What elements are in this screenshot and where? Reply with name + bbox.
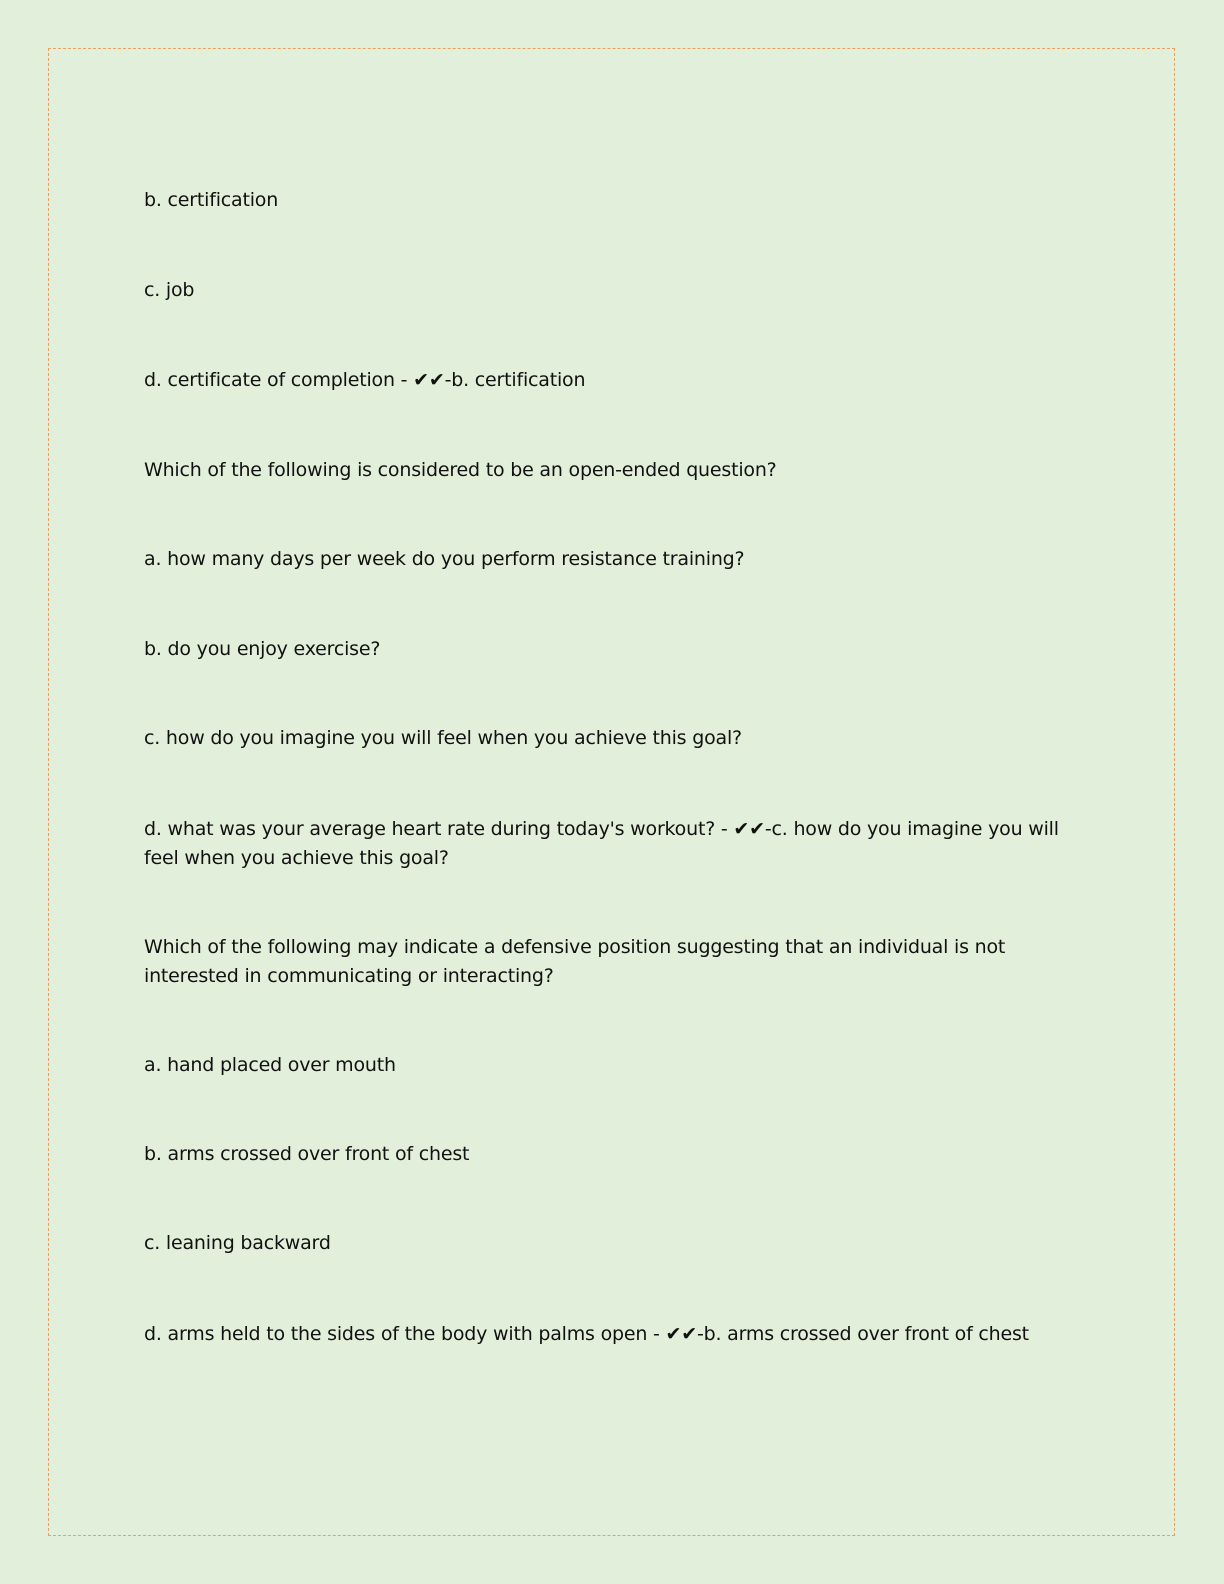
- page-border: [48, 48, 1175, 1536]
- answer-option-c: c. leaning backward: [144, 1232, 331, 1254]
- answer-option-d-with-key: d. arms held to the sides of the body with palms open - ✔✔-b. arms crossed over front of chest: [144, 1323, 1029, 1345]
- answer-option-a: a. hand placed over mouth: [144, 1054, 396, 1076]
- answer-option-b: b. do you enjoy exercise?: [144, 638, 381, 660]
- question-defensive-position: Which of the following may indicate a defensive position suggesting that an individual is not interested in communicating or interacting?: [144, 936, 1006, 987]
- answer-option-b-certification: b. certification: [144, 189, 279, 211]
- answer-option-d-with-key: d. certificate of completion - ✔✔-b. certification: [144, 369, 586, 391]
- question-open-ended: Which of the following is considered to be an open-ended question?: [144, 459, 777, 481]
- answer-option-d-with-key: d. what was your average heart rate during today's workout? - ✔✔-c. how do you imagine you will feel when you achieve this goal?: [144, 818, 1059, 869]
- answer-option-b: b. arms crossed over front of chest: [144, 1143, 470, 1165]
- answer-option-c-job: c. job: [144, 279, 195, 301]
- answer-option-a: a. how many days per week do you perform resistance training?: [144, 548, 745, 570]
- answer-option-c: c. how do you imagine you will feel when you achieve this goal?: [144, 727, 742, 749]
